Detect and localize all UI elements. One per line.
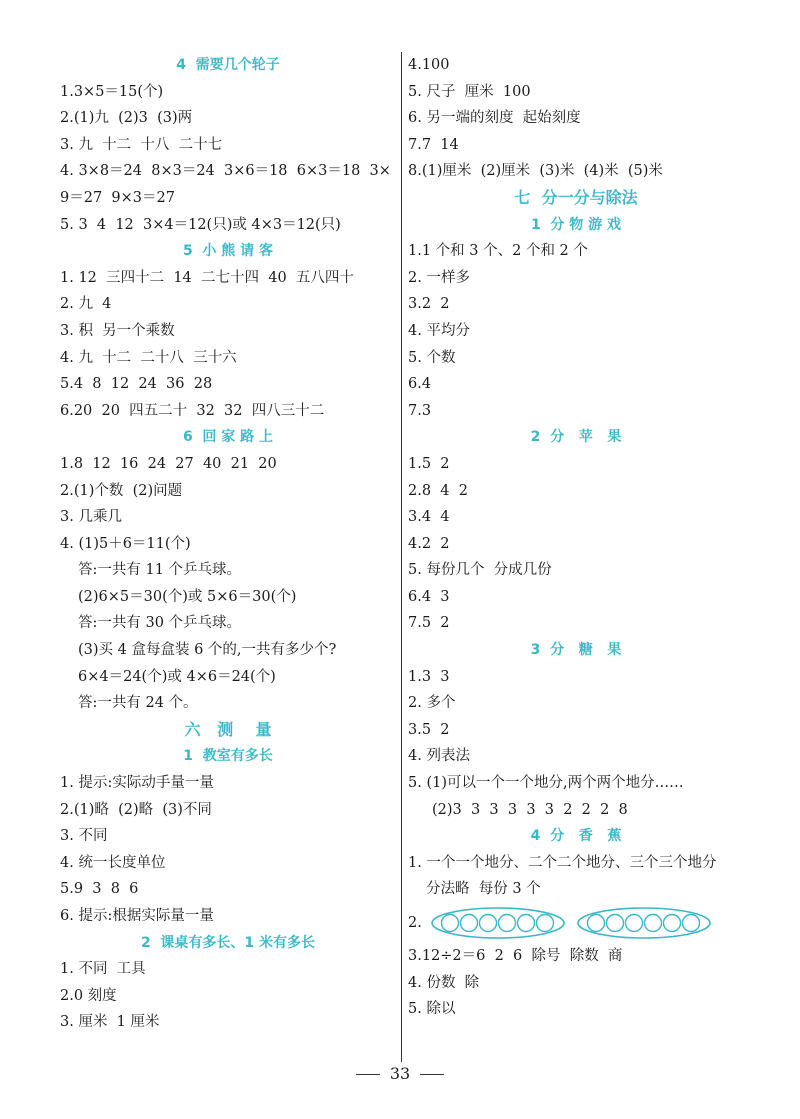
answer-line: 1. 提示:实际动手量一量 — [60, 775, 214, 792]
page-number: 33 — [389, 1064, 411, 1083]
answer-line: 6. 另一端的刻度 起始刻度 — [408, 110, 581, 127]
answer-line: 4. (1)5＋6＝11(个) — [60, 535, 191, 552]
answer-line: 2.0 刻度 — [60, 987, 117, 1004]
answer-line: 2.(1)个数 (2)问题 — [60, 482, 183, 499]
answer-line: 2. 一样多 — [408, 269, 470, 286]
grouped-circles-diagram — [426, 905, 726, 941]
answer-line: 4. 统一长度单位 — [60, 854, 166, 871]
answer-line: 6. 提示:根据实际量一量 — [60, 908, 214, 924]
answer-line: (2)3 3 3 3 3 3 2 2 2 8 — [432, 801, 628, 818]
item-circle — [537, 915, 554, 932]
section-heading: 3 分 糖 果 — [530, 642, 622, 659]
answer-line: 2.8 4 2 — [408, 482, 468, 499]
answer-line: 答:一共有 11 个乒乓球。 — [78, 562, 242, 579]
item-circle — [588, 915, 605, 932]
answer-line: 3. 不同 — [60, 828, 108, 845]
answer-line: 4. 平均分 — [408, 322, 470, 339]
unit-heading: 七 分一分与除法 — [514, 187, 638, 207]
answer-line: 2.(1)九 (2)3 (3)两 — [60, 110, 193, 127]
item-circle — [518, 915, 535, 932]
answer-line: 1.8 12 16 24 27 40 21 20 — [60, 455, 277, 472]
answer-line: 9＝27 9×3＝27 — [60, 189, 175, 206]
item-circle — [683, 915, 700, 932]
answer-line: 2. 多个 — [408, 695, 456, 712]
answer-line: 3. 积 另一个乘数 — [60, 322, 175, 339]
answer-line: 6.4 3 — [408, 588, 450, 605]
item-circle — [626, 915, 643, 932]
answer-line: 5. (1)可以一个一个地分,两个两个地分…… — [408, 775, 684, 792]
section-heading: 4 分 香 蕉 — [530, 828, 622, 845]
answer-line: 3. 九 十二 十八 二十七 — [60, 136, 223, 153]
answer-line: 5.9 3 8 6 — [60, 881, 139, 898]
oval-grouping-figure — [408, 903, 744, 943]
footer-dash-right — [420, 1074, 444, 1075]
answer-line: 4. 列表法 — [408, 748, 470, 765]
section-heading: 1 分 物 游 戏 — [530, 216, 622, 233]
item-circle — [480, 915, 497, 932]
answer-line: 4.2 2 — [408, 535, 450, 552]
section-heading: 2 分 苹 果 — [530, 429, 622, 446]
answer-line: 答:一共有 30 个乒乓球。 — [78, 615, 242, 632]
answer-line: 4. 份数 除 — [408, 974, 480, 991]
left-column — [60, 52, 396, 1036]
answer-line: 4. 九 十二 二十八 三十六 — [60, 349, 237, 366]
answer-line: 5. 尺子 厘米 100 — [408, 83, 531, 100]
answer-line: 1. 12 三四十二 14 二七十四 40 五八四十 — [60, 269, 354, 286]
answer-line: 3. 几乘几 — [60, 509, 122, 526]
item-circle — [664, 915, 681, 932]
answer-line: 1. 不同 工具 — [60, 961, 146, 978]
answer-line: 1.3 3 — [408, 668, 450, 685]
answer-line: 7.7 14 — [408, 136, 459, 153]
answer-line: 5.4 8 12 24 36 28 — [60, 376, 213, 393]
answer-line: 7.5 2 — [408, 615, 450, 632]
answer-line: 3.5 2 — [408, 721, 450, 738]
answer-line: 1.1 个和 3 个、2 个和 2 个 — [408, 243, 588, 260]
answer-line: 7.3 — [408, 402, 432, 419]
answer-line: 5. 3 4 12 3×4＝12(只)或 4×3＝12(只) — [60, 216, 341, 233]
unit-heading: 六 测 量 — [184, 719, 272, 739]
item-circle — [442, 915, 459, 932]
section-heading: 6 回 家 路 上 — [182, 429, 274, 446]
column-divider — [401, 52, 402, 1062]
section-heading: 4 需要几个轮子 — [176, 57, 280, 73]
answer-line: 分法略 每份 3 个 — [426, 881, 541, 898]
item-circle — [461, 915, 478, 932]
answer-line: 6.4 — [408, 376, 432, 393]
answer-line: 6×4＝24(个)或 4×6＝24(个) — [78, 668, 276, 685]
answer-line: 5. 每份几个 分成几份 — [408, 562, 552, 579]
footer-dash-left — [356, 1074, 380, 1075]
answer-line: 5. 个数 — [408, 349, 456, 366]
answer-line: 4. 3×8＝24 8×3＝24 3×6＝18 6×3＝18 3× — [60, 163, 391, 180]
answer-line: 8.(1)厘米 (2)厘米 (3)米 (4)米 (5)米 — [408, 163, 663, 180]
answer-line: 1. 一个一个地分、二个二个地分、三个三个地分 — [408, 854, 717, 871]
answer-line: 3. 厘米 1 厘米 — [60, 1014, 160, 1031]
section-heading: 1 教室有多长 — [183, 748, 273, 765]
answer-line: 3.12÷2＝6 2 6 除号 除数 商 — [408, 948, 623, 964]
answer-line: 4.100 — [408, 57, 450, 73]
answer-line: 3.4 4 — [408, 509, 450, 526]
section-heading: 5 小 熊 请 客 — [182, 243, 274, 260]
answer-line: 6.20 20 四五二十 32 32 四八三十二 — [60, 402, 325, 419]
answer-line: 答:一共有 24 个。 — [78, 695, 198, 712]
right-column — [408, 52, 744, 1023]
answer-line: 1.3×5＝15(个) — [60, 83, 164, 100]
question-number: 2. — [408, 915, 422, 931]
page-footer — [0, 1062, 800, 1086]
answer-line: 2. 九 4 — [60, 296, 112, 313]
item-circle — [499, 915, 516, 932]
answer-line: 2.(1)略 (2)略 (3)不同 — [60, 801, 212, 818]
section-heading: 2 课桌有多长、1 米有多长 — [140, 934, 316, 951]
answer-line: (3)买 4 盒每盒装 6 个的,一共有多少个? — [78, 642, 337, 659]
answer-line: 1.5 2 — [408, 455, 450, 472]
answer-line: 3.2 2 — [408, 296, 450, 313]
answer-line: 5. 除以 — [408, 1001, 456, 1018]
item-circle — [607, 915, 624, 932]
item-circle — [645, 915, 662, 932]
answer-line: (2)6×5＝30(个)或 5×6＝30(个) — [78, 588, 297, 605]
